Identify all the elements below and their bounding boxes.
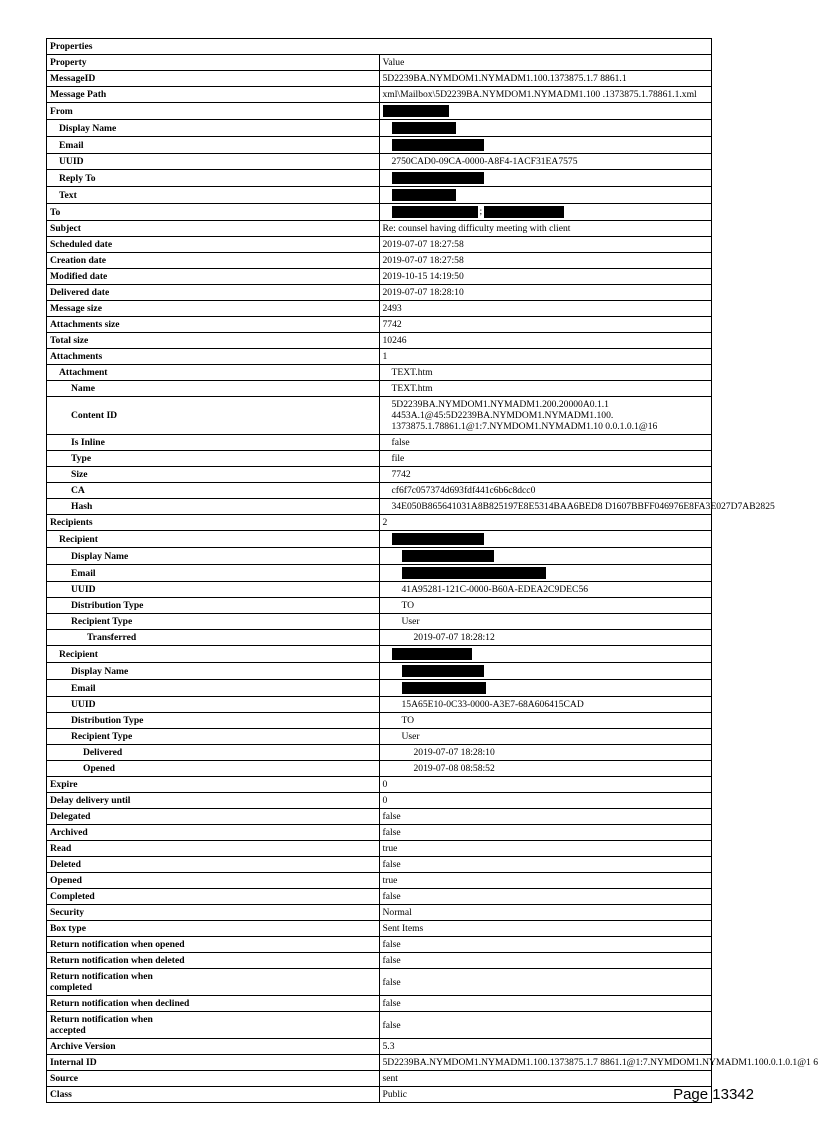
table-row: [47, 349, 712, 365]
redaction-bar: [392, 122, 456, 134]
table-row: [47, 953, 712, 969]
table-row: [47, 825, 712, 841]
property-key: Size: [47, 467, 380, 483]
property-value: 2019-07-07 18:28:10: [379, 745, 712, 761]
table-row: [47, 663, 712, 680]
property-key: UUID: [47, 154, 380, 170]
property-value: [379, 531, 712, 548]
table-row: [47, 333, 712, 349]
table-row: [47, 697, 712, 713]
redaction-bar: [383, 105, 449, 117]
property-value: 2019-07-07 18:28:10: [379, 285, 712, 301]
property-value: false: [379, 857, 712, 873]
property-key: Return notification when deleted: [47, 953, 380, 969]
table-row: [47, 187, 712, 204]
table-row: [47, 154, 712, 170]
property-key: Scheduled date: [47, 237, 380, 253]
property-value: true: [379, 841, 712, 857]
property-key: Email: [47, 565, 380, 582]
property-key: Internal ID: [47, 1055, 380, 1071]
property-key: Recipient Type: [47, 729, 380, 745]
property-key: Attachment: [47, 365, 380, 381]
table-header-row: [47, 55, 712, 71]
property-key: Display Name: [47, 548, 380, 565]
property-key: Archived: [47, 825, 380, 841]
property-key-line: completed: [50, 982, 93, 993]
table-row: [47, 1071, 712, 1087]
property-key: [47, 969, 380, 996]
table-row: [47, 515, 712, 531]
content-id-line: 4453A.1@45:5D2239BA.NYMDOM1.NYMADM1.100.: [391, 410, 614, 421]
property-key: Delivered: [47, 745, 380, 761]
redaction-bar: [392, 172, 484, 184]
property-key: Distribution Type: [47, 598, 380, 614]
property-key: Opened: [47, 873, 380, 889]
property-key: Recipients: [47, 515, 380, 531]
property-value: 0: [379, 793, 712, 809]
table-row: [47, 467, 712, 483]
table-row: [47, 565, 712, 582]
redaction-bar: [392, 206, 478, 218]
recipient-separator: ;: [479, 206, 483, 218]
table-row: [47, 969, 712, 996]
property-value: TO: [379, 713, 712, 729]
table-row: [47, 777, 712, 793]
property-value: 2493: [379, 301, 712, 317]
property-key: Type: [47, 451, 380, 467]
redaction-bar: [402, 665, 484, 677]
table-row: [47, 614, 712, 630]
property-key: Return notification when declined: [47, 996, 380, 1012]
table-row: [47, 221, 712, 237]
property-value: [379, 204, 712, 221]
table-row: [47, 531, 712, 548]
property-key: Hash: [47, 499, 380, 515]
property-key: Source: [47, 1071, 380, 1087]
property-value: [379, 170, 712, 187]
property-value: false: [379, 809, 712, 825]
table-row: [47, 680, 712, 697]
redaction-bar: [392, 189, 456, 201]
property-value: [379, 646, 712, 663]
property-key: Deleted: [47, 857, 380, 873]
property-key: Return notification when opened: [47, 937, 380, 953]
table-row: [47, 857, 712, 873]
property-value: Re: counsel having difficulty meeting with client: [379, 221, 712, 237]
table-row: [47, 793, 712, 809]
property-key: Distribution Type: [47, 713, 380, 729]
property-value: Sent Items: [379, 921, 712, 937]
property-value: TEXT.htm: [379, 381, 712, 397]
table-row: [47, 761, 712, 777]
property-value: 1: [379, 349, 712, 365]
property-key: UUID: [47, 582, 380, 598]
property-value: false: [379, 996, 712, 1012]
property-value: TEXT.htm: [379, 365, 712, 381]
table-row: [47, 1039, 712, 1055]
property-value: Public: [379, 1087, 712, 1103]
property-value: 0: [379, 777, 712, 793]
content-id-line: 5D2239BA.NYMDOM1.NYMADM1.200.20000A0.1.1: [391, 399, 609, 410]
property-key: Email: [47, 137, 380, 154]
property-key: Display Name: [47, 663, 380, 680]
property-key: Opened: [47, 761, 380, 777]
property-value: false: [379, 889, 712, 905]
property-value: 2019-07-07 18:27:58: [379, 237, 712, 253]
property-key-line: Return notification when: [50, 1014, 153, 1025]
property-key-line: accepted: [50, 1025, 86, 1036]
property-value: [379, 103, 712, 120]
property-value: 2: [379, 515, 712, 531]
redaction-bar: [402, 682, 486, 694]
property-value: 5D2239BA.NYMDOM1.NYMADM1.100.1373875.1.7 8861.1: [379, 71, 712, 87]
table-row: [47, 204, 712, 221]
property-value: [379, 120, 712, 137]
property-value: [379, 137, 712, 154]
table-row: [47, 548, 712, 565]
header-value: Value: [379, 55, 712, 71]
property-value: User: [379, 614, 712, 630]
property-value: true: [379, 873, 712, 889]
property-key: Expire: [47, 777, 380, 793]
property-value: false: [379, 1012, 712, 1039]
table-row: [47, 170, 712, 187]
table-row: [47, 483, 712, 499]
property-key: Transferred: [47, 630, 380, 646]
property-value: 34E050B865641031A8B825197E8E5314BAA6BED8 D1607BBFF046976E8FA3E027D7AB2825: [379, 499, 712, 515]
table-row: [47, 646, 712, 663]
property-key: Is Inline: [47, 435, 380, 451]
property-key: Attachments size: [47, 317, 380, 333]
property-key: Read: [47, 841, 380, 857]
property-value: 10246: [379, 333, 712, 349]
table-row: [47, 937, 712, 953]
property-key: UUID: [47, 697, 380, 713]
table-row: [47, 71, 712, 87]
property-value: User: [379, 729, 712, 745]
table-row: [47, 137, 712, 154]
property-key: Recipient: [47, 531, 380, 548]
page-number: Page 13342: [673, 1086, 754, 1103]
table-row: [47, 253, 712, 269]
property-key: Completed: [47, 889, 380, 905]
property-value: 41A95281-121C-0000-B60A-EDEA2C9DEC56: [379, 582, 712, 598]
property-key: Attachments: [47, 349, 380, 365]
table-row: [47, 435, 712, 451]
table-row: [47, 841, 712, 857]
property-value: [379, 397, 712, 435]
property-key: Delay delivery until: [47, 793, 380, 809]
content-id-line: 1373875.1.78861.1@1:7.NYMDOM1.NYMADM1.10 0.0.1.0.1@16: [391, 421, 658, 432]
table-row: [47, 809, 712, 825]
table-row: [47, 451, 712, 467]
table-row: [47, 921, 712, 937]
redaction-bar: [392, 533, 484, 545]
property-key: MessageID: [47, 71, 380, 87]
property-key: Text: [47, 187, 380, 204]
redaction-bar: [392, 139, 484, 151]
property-value: 2750CAD0-09CA-0000-A8F4-1ACF31EA7575: [379, 154, 712, 170]
property-key: Modified date: [47, 269, 380, 285]
table-row: [47, 365, 712, 381]
property-key: Subject: [47, 221, 380, 237]
property-key: Recipient: [47, 646, 380, 663]
property-value: false: [379, 953, 712, 969]
property-value: TO: [379, 598, 712, 614]
table-row: [47, 269, 712, 285]
property-key-line: Return notification when: [50, 971, 153, 982]
property-value: 5D2239BA.NYMDOM1.NYMADM1.100.1373875.1.7 8861.1@1:7.NYMDOM1.NYMADM1.100.0.1.0.1@1 6: [379, 1055, 712, 1071]
property-key: CA: [47, 483, 380, 499]
property-key: Archive Version: [47, 1039, 380, 1055]
header-property: Property: [47, 55, 380, 71]
property-value: 2019-07-07 18:27:58: [379, 253, 712, 269]
redaction-bar: [402, 550, 494, 562]
property-value: [379, 548, 712, 565]
property-key: Message Path: [47, 87, 380, 103]
property-value: 15A65E10-0C33-0000-A3E7-68A606415CAD: [379, 697, 712, 713]
property-value: file: [379, 451, 712, 467]
property-key: Email: [47, 680, 380, 697]
table-row: [47, 499, 712, 515]
property-value: 7742: [379, 317, 712, 333]
property-key: Delegated: [47, 809, 380, 825]
table-row: [47, 598, 712, 614]
property-key: To: [47, 204, 380, 221]
table-row: [47, 1055, 712, 1071]
table-row: [47, 729, 712, 745]
property-key: Total size: [47, 333, 380, 349]
property-value: 2019-07-08 08:58:52: [379, 761, 712, 777]
table-row: [47, 1012, 712, 1039]
table-row: [47, 317, 712, 333]
property-value: 2019-07-07 18:28:12: [379, 630, 712, 646]
table-row: [47, 996, 712, 1012]
property-key: Content ID: [47, 397, 380, 435]
property-key: Reply To: [47, 170, 380, 187]
property-value: [379, 663, 712, 680]
property-key: Recipient Type: [47, 614, 380, 630]
property-value: xml\Mailbox\5D2239BA.NYMDOM1.NYMADM1.100 .1373875.1.78861.1.xml: [379, 87, 712, 103]
table-row: [47, 120, 712, 137]
property-value: 5.3: [379, 1039, 712, 1055]
property-key: Delivered date: [47, 285, 380, 301]
property-key: From: [47, 103, 380, 120]
property-key: Message size: [47, 301, 380, 317]
table-row: [47, 1087, 712, 1103]
table-row: [47, 873, 712, 889]
table-row: [47, 103, 712, 120]
property-key: [47, 1012, 380, 1039]
property-value: 2019-10-15 14:19:50: [379, 269, 712, 285]
property-value: false: [379, 937, 712, 953]
table-row: [47, 905, 712, 921]
table-row: [47, 582, 712, 598]
table-title-row: [47, 39, 712, 55]
property-key: Class: [47, 1087, 380, 1103]
property-value: [379, 565, 712, 582]
property-value: [379, 187, 712, 204]
property-value: false: [379, 825, 712, 841]
redaction-bar: [484, 206, 564, 218]
redaction-bar: [392, 648, 472, 660]
property-value: sent: [379, 1071, 712, 1087]
table-row: [47, 381, 712, 397]
property-key: Display Name: [47, 120, 380, 137]
property-value: cf6f7c057374d693fdf441c6b6c8dcc0: [379, 483, 712, 499]
table-row: [47, 630, 712, 646]
property-key: Name: [47, 381, 380, 397]
redaction-bar: [402, 567, 546, 579]
table-row: [47, 397, 712, 435]
property-value: 7742: [379, 467, 712, 483]
table-row: [47, 889, 712, 905]
table-row: [47, 713, 712, 729]
property-value: [379, 680, 712, 697]
property-key: Creation date: [47, 253, 380, 269]
property-key: Box type: [47, 921, 380, 937]
table-title: Properties: [47, 39, 712, 55]
table-row: [47, 87, 712, 103]
table-row: [47, 745, 712, 761]
property-value: false: [379, 969, 712, 996]
table-row: [47, 285, 712, 301]
table-row: [47, 237, 712, 253]
property-key: Security: [47, 905, 380, 921]
table-row: [47, 301, 712, 317]
property-value: false: [379, 435, 712, 451]
property-value: Normal: [379, 905, 712, 921]
